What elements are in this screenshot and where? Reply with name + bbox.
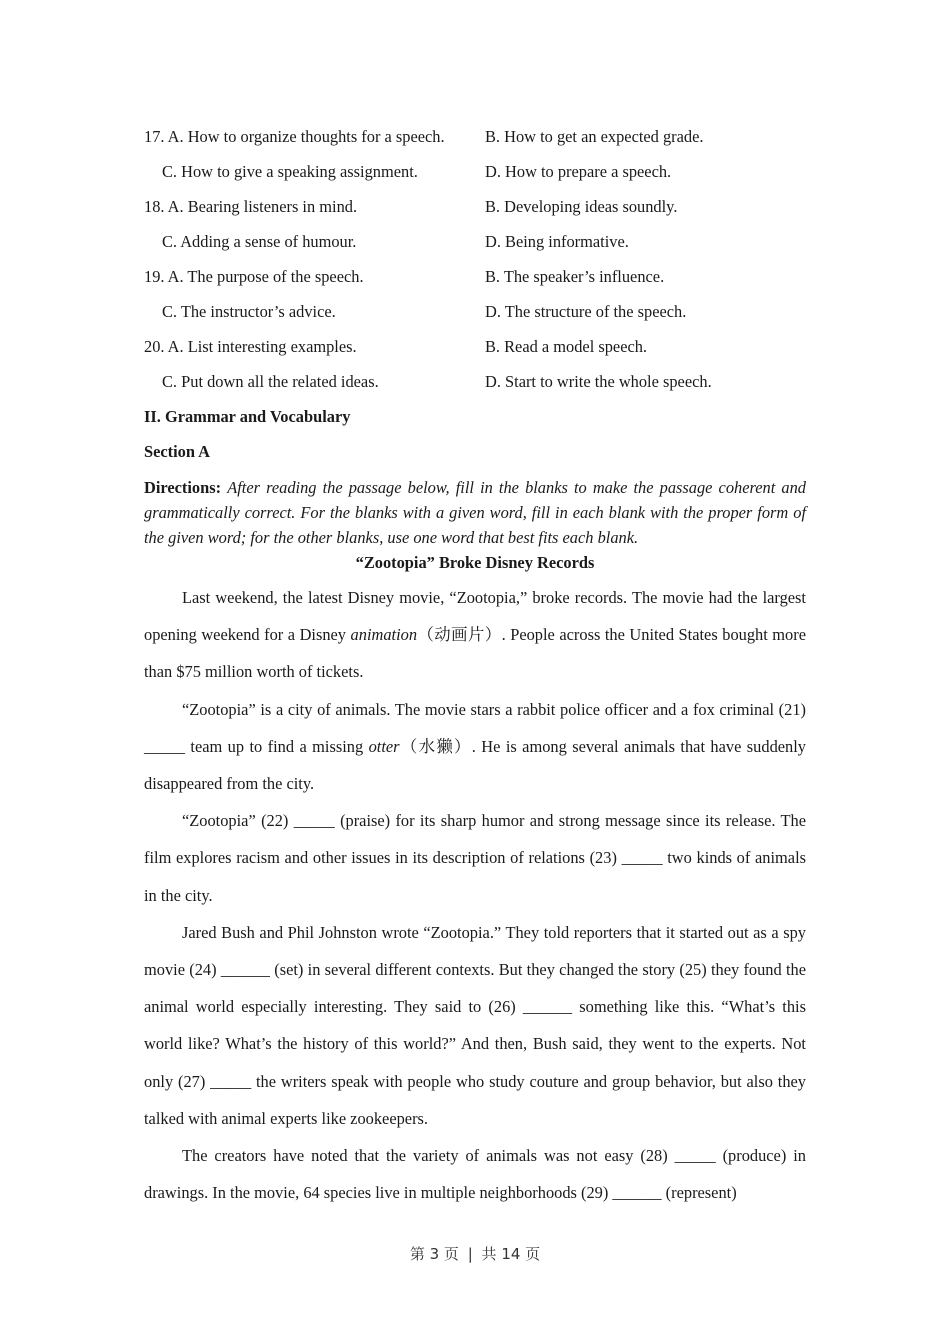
question-18-option-a: 18. A. Bearing listeners in mind. <box>144 197 358 216</box>
passage-paragraph-5: The creators have noted that the variety of animals was not easy (28) _____ (produce) in drawings. In the movie, 64 species live in multiple neighborhoods (29) ______ (represent) <box>144 1146 806 1203</box>
directions-text: After reading the passage below, fill in the blanks to make the passage coherent and grammatically correct. For the blanks with a given word, fill in each blank with the proper form of the given word; for the other blanks, use one word that best fits each blank. <box>144 478 806 547</box>
page-number: 第 3 页 <box>409 1245 459 1263</box>
section-heading: II. Grammar and Vocabulary <box>144 407 351 426</box>
question-17-option-b: B. How to get an expected grade. <box>485 127 704 146</box>
passage-paragraph-3: “Zootopia” (22) _____ (praise) for its sharp humor and strong message since its release. The film explores racism and other issues in its description of relations (23) _____ two kinds of animals in the city. <box>144 811 806 905</box>
passage-paragraph-2 <box>144 691 806 803</box>
question-20-option-b: B. Read a model speech. <box>485 337 648 356</box>
question-17-row-1 <box>144 122 806 157</box>
question-18-option-b: B. Developing ideas soundly. <box>485 197 678 216</box>
question-19-row-2 <box>144 297 806 332</box>
question-19-row-1 <box>144 262 806 297</box>
question-19-option-c: C. The instructor’s advice. <box>162 302 336 321</box>
question-18-option-d: D. Being informative. <box>485 232 629 251</box>
directions-label: Directions: <box>144 478 222 497</box>
footer-separator: | <box>467 1245 473 1263</box>
passage-title: “Zootopia” Broke Disney Records <box>355 553 595 572</box>
paragraph-1-italic-term: animation <box>350 625 418 645</box>
subsection-heading: Section A <box>144 442 211 461</box>
page-total: 共 14 页 <box>481 1245 541 1263</box>
question-19-option-d: D. The structure of the speech. <box>485 302 687 321</box>
question-17-option-a: 17. A. How to organize thoughts for a speech. <box>144 127 445 146</box>
question-19-option-a: 19. A. The purpose of the speech. <box>144 267 364 286</box>
question-17-row-2 <box>144 157 806 192</box>
directions <box>144 475 806 550</box>
question-18-row-1 <box>144 192 806 227</box>
paragraph-2-italic-term: otter <box>368 736 400 756</box>
paragraph-1-text-a: Last weekend, the latest Disney movie, “Zootopia,” broke records. The movie had the largest opening weekend for a Disney <box>144 588 806 645</box>
paragraph-1-text-b: （动画片）. People across the United States bought more than $75 million worth of tickets. <box>144 625 806 682</box>
document-page <box>144 122 806 1211</box>
passage-paragraph-1 <box>144 579 806 691</box>
question-17-option-c: C. How to give a speaking assignment. <box>162 162 418 181</box>
question-20-option-d: D. Start to write the whole speech. <box>485 372 712 391</box>
question-20-option-a: 20. A. List interesting examples. <box>144 337 357 356</box>
question-18-option-c: C. Adding a sense of humour. <box>162 232 357 251</box>
question-18-row-2 <box>144 227 806 262</box>
question-19-option-b: B. The speaker’s influence. <box>485 267 665 286</box>
paragraph-2-text-b: （水獭）. He is among several animals that have suddenly disappeared from the city. <box>144 736 806 794</box>
question-17-option-d: D. How to prepare a speech. <box>485 162 672 181</box>
passage-paragraph-4: Jared Bush and Phil Johnston wrote “Zootopia.” They told reporters that it started out as a spy movie (24) ______ (set) in several different contexts. But they changed the story (25) they found the animal world especially interesting. They said to (26) ______ something like this. “What’s this world like? What’s the history of this world?” And then, Bush said, they went to the experts. Not only (27) _____ the writers speak with people who study couture and group behavior, but also they talked with animal experts like zookeepers. <box>144 922 806 1128</box>
question-20-row-2 <box>144 367 806 402</box>
page-footer <box>0 1243 950 1265</box>
paragraph-2-text-a: “Zootopia” is a city of animals. The movie stars a rabbit police officer and a fox criminal (21) _____ team up to find a missing <box>144 699 806 756</box>
question-20-option-c: C. Put down all the related ideas. <box>162 372 379 391</box>
question-20-row-1 <box>144 332 806 367</box>
